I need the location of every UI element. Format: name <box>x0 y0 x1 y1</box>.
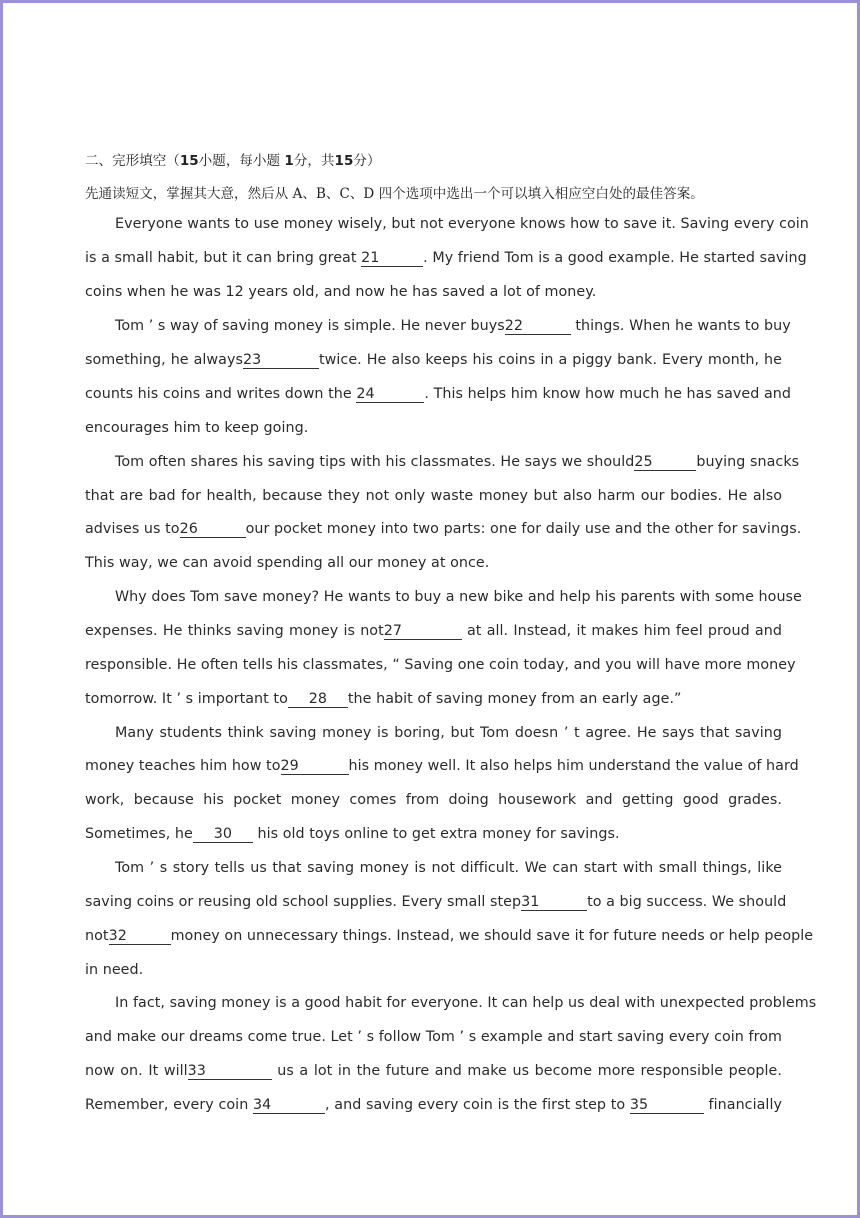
blank-23: 23 <box>243 353 319 369</box>
text-run: to a big success. We should <box>587 894 787 910</box>
heading-text: 小题，每小题 <box>198 153 281 169</box>
text-run: money teaches him how to <box>85 758 281 774</box>
passage-line <box>85 1063 782 1080</box>
blank-22: 22 <box>505 319 571 335</box>
passage-line: in need. <box>85 962 144 978</box>
blank-21: 21 <box>361 251 423 267</box>
passage-line: and make our dreams come true. Let ’ s follow Tom ’ s example and start saving every coin from <box>85 1029 782 1045</box>
text-run: tomorrow. It ’ s important to <box>85 691 288 707</box>
text-run: the habit of saving money from an early age.” <box>347 691 682 707</box>
heading-text: 分） <box>353 153 381 169</box>
passage-line: work, because his pocket money comes from doing housework and getting good grades. <box>85 792 782 808</box>
passage-line: encourages him to keep going. <box>85 420 309 436</box>
text-run: buying snacks <box>696 454 800 470</box>
text-run: us a lot in the future and make us become more responsible people. <box>277 1063 782 1079</box>
passage-line <box>85 1097 782 1114</box>
heading-question-count: 15 <box>179 153 199 169</box>
blank-29: 29 <box>281 759 349 775</box>
passage-line: that are bad for health, because they not only waste money but also harm our bodies. He also <box>85 488 782 504</box>
blank-25: 25 <box>634 455 696 471</box>
passage-line <box>85 623 782 640</box>
passage-line <box>85 352 782 369</box>
passage-line <box>85 758 799 775</box>
passage-line <box>85 250 807 267</box>
blank-31: 31 <box>521 895 587 911</box>
text-run: Remember, every coin <box>85 1097 249 1113</box>
blank-24: 24 <box>356 387 424 403</box>
blank-32: 32 <box>109 929 171 945</box>
text-run: . My friend Tom is a good example. He started saving <box>423 250 807 266</box>
passage-line: This way, we can avoid spending all our money at once. <box>85 555 490 571</box>
text-run: things. When he wants to buy <box>575 318 791 334</box>
blank-27: 27 <box>384 624 462 640</box>
passage-line: In fact, saving money is a good habit for everyone. It can help us deal with unexpected problems <box>115 995 817 1011</box>
passage-line <box>85 826 782 843</box>
text-run: counts his coins and writes down the <box>85 386 352 402</box>
text-run: expenses. He thinks saving money is not <box>85 623 384 639</box>
passage-line <box>85 691 782 708</box>
passage-line: responsible. He often tells his classmates, “ Saving one coin today, and you will have more money <box>85 657 796 673</box>
passage-line: Everyone wants to use money wisely, but not everyone knows how to save it. Saving every coin <box>115 216 809 232</box>
passage-line: coins when he was 12 years old, and now he has saved a lot of money. <box>85 284 597 300</box>
blank-35: 35 <box>630 1098 704 1114</box>
text-run: at all. Instead, it makes him feel proud and <box>467 623 782 639</box>
text-run: now on. It will <box>85 1063 188 1079</box>
text-run: twice. He also keeps his coins in a piggy bank. Every month, he <box>319 352 782 368</box>
passage-line: Many students think saving money is boring, but Tom doesn ’ t agree. He says that saving <box>115 725 782 741</box>
heading-points-each: 1 <box>284 153 294 169</box>
text-run: . This helps him know how much he has saved and <box>424 386 792 402</box>
blank-34: 34 <box>253 1098 325 1114</box>
passage-line <box>85 318 791 335</box>
passage-line <box>85 386 792 403</box>
text-run: , and saving every coin is the first step to <box>325 1097 626 1113</box>
text-run: his old toys online to get extra money for savings. <box>257 826 620 842</box>
text-run: money on unnecessary things. Instead, we should save it for future needs or help people <box>170 928 814 944</box>
passage-line <box>85 894 787 911</box>
text-run: is a small habit, but it can bring great <box>85 250 357 266</box>
instructions: 先通读短文，掌握其大意，然后从 A、B、C、D 四个选项中选出一个可以填入相应空白处的最佳答案。 <box>85 186 704 202</box>
passage-line <box>85 521 802 538</box>
heading-text: 分，共 <box>293 153 335 169</box>
text-run: his money well. It also helps him understand the value of hard <box>348 758 799 774</box>
heading-text: 二、完形填空（ <box>85 153 180 169</box>
passage-line: Why does Tom save money? He wants to buy a new bike and help his parents with some house <box>115 589 802 605</box>
blank-33: 33 <box>188 1064 272 1080</box>
section-heading <box>85 149 782 169</box>
text-run: not <box>85 928 109 944</box>
text-run: something, he always <box>85 352 243 368</box>
text-run: our pocket money into two parts: one for daily use and the other for savings. <box>245 521 802 537</box>
text-run: Tom often shares his saving tips with his classmates. He says we should <box>115 454 635 470</box>
text-run: Tom ’ s way of saving money is simple. He never buys <box>115 318 505 334</box>
passage-line <box>85 454 800 471</box>
passage-line <box>85 928 814 945</box>
text-run: advises us to <box>85 521 180 537</box>
blank-28: 28 <box>288 692 348 708</box>
text-run: Sometimes, he <box>85 826 193 842</box>
blank-30: 30 <box>193 827 253 843</box>
passage-line: Tom ’ s story tells us that saving money is not difficult. We can start with small things, like <box>115 860 782 876</box>
blank-26: 26 <box>180 522 246 538</box>
heading-total-points: 15 <box>334 153 354 169</box>
text-run: financially <box>708 1097 782 1113</box>
text-run: saving coins or reusing old school supplies. Every small step <box>85 894 522 910</box>
